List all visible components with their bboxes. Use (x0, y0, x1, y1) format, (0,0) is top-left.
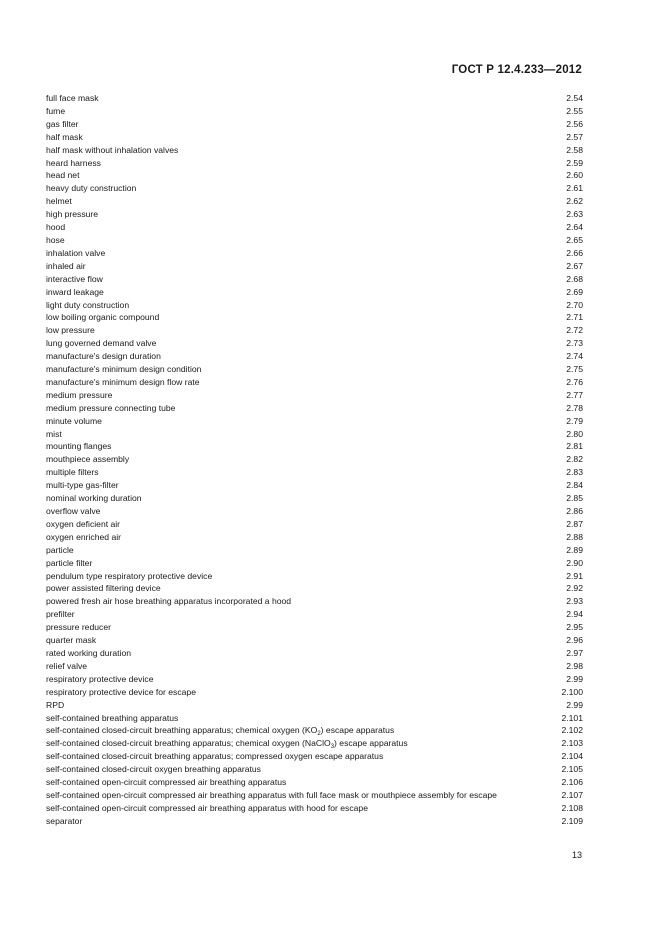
index-ref: 2.92 (566, 583, 583, 594)
index-row (46, 389, 583, 402)
index-ref: 2.95 (566, 622, 583, 633)
subscript: 3 (330, 744, 335, 751)
index-row (46, 453, 583, 466)
index-term: lung governed demand valve (46, 338, 157, 349)
index-ref: 2.69 (566, 286, 583, 297)
index-row (46, 479, 583, 492)
index-term: oxygen deficient air (46, 518, 121, 529)
index-term: self-contained closed-circuit breathing apparatus; chemical oxygen $(KO_2)$ escape apparatus (46, 725, 395, 738)
index-ref: 2.79 (566, 415, 583, 426)
index-term: overflow valve (46, 506, 101, 516)
index-row (46, 621, 583, 634)
index-row (46, 440, 583, 453)
index-ref: 2.94 (566, 609, 583, 620)
index-row (46, 324, 583, 337)
index-row (46, 234, 583, 247)
index-ref: 2.56 (566, 118, 583, 129)
index-ref: 2.83 (566, 467, 583, 478)
index-term: self-contained closed-circuit breathing apparatus; chemical oxygen (NaClO$_3$) escape apparatus (46, 738, 408, 751)
index-term: interactive flow (46, 273, 103, 284)
index-ref: 2.105 (561, 764, 583, 775)
page-number: 13 (571, 850, 582, 860)
index-row (46, 466, 583, 479)
index-row (46, 350, 583, 363)
index-term: half mask (46, 131, 83, 142)
index-term: multiple filters (46, 467, 99, 478)
index-ref: 2.78 (566, 402, 583, 413)
index-term: particle (46, 544, 74, 555)
index-ref: 2.108 (561, 802, 583, 813)
index-row (46, 608, 583, 621)
index-ref: 2.58 (566, 144, 583, 155)
index-row (46, 182, 583, 195)
index-term: manufacture's minimum design flow rate (46, 376, 200, 387)
index-ref: 2.57 (566, 131, 583, 142)
index-row (46, 260, 583, 273)
term-index (46, 92, 583, 828)
index-ref: 2.62 (566, 196, 583, 207)
index-ref: 2.66 (566, 247, 583, 258)
index-ref: 2.61 (566, 183, 583, 194)
index-term: self-contained closed-circuit oxygen breathing apparatus (46, 764, 261, 775)
index-ref: 2.59 (566, 157, 583, 168)
index-term: heard harness (46, 157, 101, 168)
index-row (46, 647, 583, 660)
index-ref: 2.81 (566, 441, 583, 452)
index-term: medium pressure connecting tube (46, 402, 176, 413)
index-ref: 2.106 (561, 777, 583, 788)
index-ref: 2.98 (566, 660, 583, 671)
index-term: mounting flanges (46, 441, 112, 452)
index-row (46, 557, 583, 570)
index-ref: 2.80 (566, 428, 583, 439)
index-ref: 2.88 (566, 531, 583, 542)
index-term: hood (46, 222, 66, 233)
index-term: powered fresh air hose breathing apparatus incorporated a hood (46, 596, 292, 607)
index-ref: 2.68 (566, 273, 583, 284)
index-term: respiratory protective device for escape (46, 686, 196, 697)
index-term: power assisted filtering device (46, 583, 161, 594)
index-row (46, 286, 583, 299)
index-ref: 2.85 (566, 493, 583, 504)
index-row (46, 195, 583, 208)
index-term: medium pressure (46, 389, 113, 400)
index-row (46, 105, 583, 118)
index-term: low pressure (46, 325, 95, 336)
index-term: manufacture's design duration (46, 351, 161, 362)
index-row (46, 208, 583, 221)
index-ref: 2.87 (566, 518, 583, 529)
index-ref: 2.97 (566, 647, 583, 658)
index-ref: 2.86 (566, 506, 583, 516)
index-ref: 2.74 (566, 351, 583, 362)
index-term: prefilter (46, 609, 75, 620)
index-term: low boiling organic compound (46, 312, 160, 323)
index-term: separator (46, 815, 83, 826)
index-row (46, 363, 583, 376)
index-ref: 2.93 (566, 596, 583, 607)
index-term: nominal working duration (46, 493, 142, 504)
index-ref: 2.60 (566, 170, 583, 181)
index-term: oxygen enriched air (46, 531, 122, 542)
index-row (46, 699, 583, 712)
index-ref: 2.109 (561, 815, 583, 826)
index-term: hose (46, 234, 65, 245)
index-ref: 2.55 (566, 105, 583, 116)
index-term: self-contained open-circuit compressed air breathing apparatus with hood for escape (46, 802, 368, 813)
index-term: pendulum type respiratory protective device (46, 570, 213, 581)
index-row (46, 273, 583, 286)
index-row (46, 221, 583, 234)
index-term: self-contained breathing apparatus (46, 712, 179, 723)
index-ref: 2.64 (566, 222, 583, 233)
index-term: full face mask (46, 93, 99, 103)
index-row (46, 492, 583, 505)
index-row (46, 595, 583, 608)
index-ref: 2.82 (566, 454, 583, 465)
index-term: particle filter (46, 557, 93, 568)
index-ref: 2.54 (566, 93, 583, 103)
index-term: pressure reducer (46, 622, 111, 633)
index-ref: 2.77 (566, 389, 583, 400)
index-term: high pressure (46, 209, 99, 220)
index-row (46, 299, 583, 312)
index-term: minute volume (46, 415, 102, 426)
index-row (46, 634, 583, 647)
index-term: relief valve (46, 660, 88, 671)
index-row (46, 157, 583, 170)
index-row (46, 737, 583, 750)
index-row (46, 802, 583, 815)
index-term: manufacture's minimum design condition (46, 364, 202, 375)
index-row (46, 131, 583, 144)
index-ref: 2.73 (566, 338, 583, 349)
index-row (46, 415, 583, 428)
index-ref: 2.89 (566, 544, 583, 555)
index-ref: 2.84 (566, 480, 583, 491)
index-term: mist (46, 428, 62, 439)
index-row (46, 531, 583, 544)
index-ref: 2.99 (566, 699, 583, 710)
index-row (46, 570, 583, 583)
index-ref: 2.104 (561, 751, 583, 762)
index-row (46, 544, 583, 557)
index-term: heavy duty construction (46, 183, 137, 194)
index-ref: 2.107 (561, 789, 583, 800)
index-ref: 2.72 (566, 325, 583, 336)
index-term: inhaled air (46, 260, 86, 271)
index-term: self-contained open-circuit compressed air breathing apparatus (46, 777, 287, 788)
index-ref: 2.76 (566, 376, 583, 387)
index-row (46, 118, 583, 131)
index-term: self-contained closed-circuit breathing apparatus; compressed oxygen escape apparatus (46, 751, 384, 762)
index-ref: 2.99 (566, 673, 583, 684)
index-row (46, 144, 583, 157)
index-row (46, 750, 583, 763)
index-term: self-contained open-circuit compressed air breathing apparatus with full face mask or mouthpiece assembly for escape (46, 789, 497, 800)
index-row (46, 660, 583, 673)
index-row (46, 789, 583, 802)
index-term: rated working duration (46, 647, 132, 658)
index-ref: 2.90 (566, 557, 583, 568)
index-row (46, 337, 583, 350)
index-row (46, 815, 583, 828)
index-row (46, 724, 583, 737)
index-ref: 2.100 (561, 686, 583, 697)
index-term: head net (46, 170, 80, 181)
index-ref: 2.63 (566, 209, 583, 220)
index-row (46, 518, 583, 531)
index-ref: 2.102 (561, 725, 583, 736)
subscript: 2 (317, 731, 321, 738)
index-term: respiratory protective device (46, 673, 154, 684)
term-list-tail (46, 750, 583, 827)
index-term: helmet (46, 196, 72, 207)
index-ref: 2.103 (561, 738, 583, 749)
index-row (46, 247, 583, 260)
index-term: light duty construction (46, 299, 130, 310)
index-row (46, 712, 583, 725)
index-row (46, 92, 583, 105)
index-term: fume (46, 105, 66, 116)
index-row (46, 776, 583, 789)
index-row (46, 402, 583, 415)
index-ref: 2.65 (566, 234, 583, 245)
index-ref: 2.101 (561, 712, 583, 723)
index-term: RPD (46, 699, 65, 710)
index-ref: 2.71 (566, 312, 583, 323)
index-row (46, 169, 583, 182)
index-term: half mask without inhalation valves (46, 144, 179, 155)
index-term: mouthpiece assembly (46, 454, 130, 465)
index-term: gas filter (46, 118, 79, 129)
index-row (46, 763, 583, 776)
index-ref: 2.91 (566, 570, 583, 581)
index-ref: 2.75 (566, 364, 583, 375)
index-ref: 2.67 (566, 260, 583, 271)
index-row (46, 686, 583, 699)
index-term: quarter mask (46, 635, 97, 646)
index-row (46, 428, 583, 441)
index-term: inhalation valve (46, 247, 106, 258)
document-standard-header: ГОСТ Р 12.4.233—2012 (451, 64, 582, 76)
index-ref: 2.70 (566, 299, 583, 310)
index-row (46, 376, 583, 389)
term-list (46, 92, 583, 724)
index-row (46, 311, 583, 324)
index-term: inward leakage (46, 286, 104, 297)
index-row (46, 673, 583, 686)
index-row (46, 582, 583, 595)
index-ref: 2.96 (566, 635, 583, 646)
index-row (46, 505, 583, 518)
index-term: multi-type gas-filter (46, 480, 119, 491)
